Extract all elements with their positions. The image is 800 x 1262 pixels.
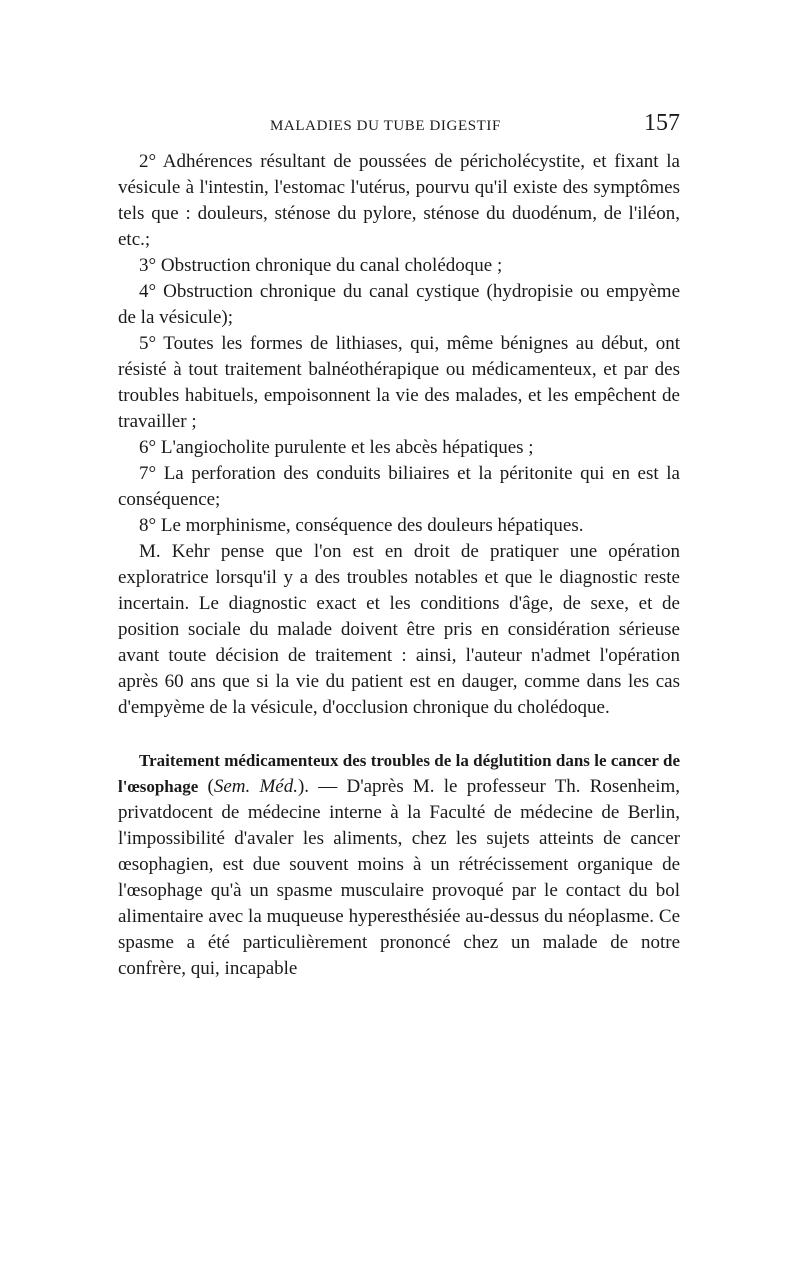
section-title: Traitement médicamenteux des troubles de la déglutition dans le cancer de l'œsophage <box>118 751 680 796</box>
page-body <box>118 149 680 982</box>
list-item-6: 6° L'angiocholite purulente et les abcès hépatiques ; <box>139 437 534 458</box>
list-item-5: 5° Toutes les formes de lithiases, qui, même bénignes au début, ont résisté à tout traitement balnéothérapique ou médicamenteux, et par des troubles habituels, empoisonnent la vie des malades, et les empêchent de travailler ; <box>118 333 680 432</box>
page-number: 157 <box>644 110 680 136</box>
list-item-8: 8° Le morphinisme, conséquence des douleurs hépatiques. <box>139 515 584 536</box>
section-paragraph <box>118 748 680 982</box>
source-open: ( <box>198 776 214 797</box>
list-item-3: 3° Obstruction chronique du canal cholédoque ; <box>139 255 503 276</box>
running-title: MALADIES DU TUBE DIGESTIF <box>270 118 501 134</box>
running-head <box>118 112 680 142</box>
list-item-4: 4° Obstruction chronique du canal cystique (hydropisie ou empyème de la vésicule); <box>118 281 680 328</box>
section-text: — D'après M. le professeur Th. Rosenheim, privatdocent de médecine interne à la Faculté de médecine de Berlin, l'impossibilité d'avaler les aliments, chez les sujets atteints de cancer œsophagien, est due souvent moins à un rétrécissement organique de l'œsophage qu'à un spasme musculaire provoqué par le contact du bol alimentaire avec la muqueuse hyperesthésiée au-dessus du néoplasme. Ce spasme a été particulièrement prononcé chez un malade de notre confrère, qui, incapable <box>118 776 681 979</box>
list-item-7: 7° La perforation des conduits biliaires et la péritonite qui en est la conséquence; <box>118 463 680 510</box>
list-item-2: 2° Adhérences résultant de poussées de péricholécystite, et fixant la vésicule à l'intestin, l'estomac l'utérus, pourvu qu'il existe des symptômes tels que : douleurs, sténose du pylore, sténose du duodénum, de l'iléon, etc.; <box>118 151 680 250</box>
source-citation: Sem. Méd. <box>213 776 298 797</box>
paragraph-kehr: M. Kehr pense que l'on est en droit de pratiquer une opération exploratrice lorsqu'il y a des troubles notables et que le diagnostic reste incertain. Le diagnostic exact et les conditions d'âge, de sexe, et de position sociale du malade doivent être pris en considération sérieuse avant toute décision de traitement : ainsi, l'auteur n'admet l'opération après 60 ans que si la vie du patient est en dauger, comme dans les cas d'empyème de la vésicule, d'occlusion chronique du cholédoque. <box>118 541 680 718</box>
source-close: ). <box>297 776 319 797</box>
